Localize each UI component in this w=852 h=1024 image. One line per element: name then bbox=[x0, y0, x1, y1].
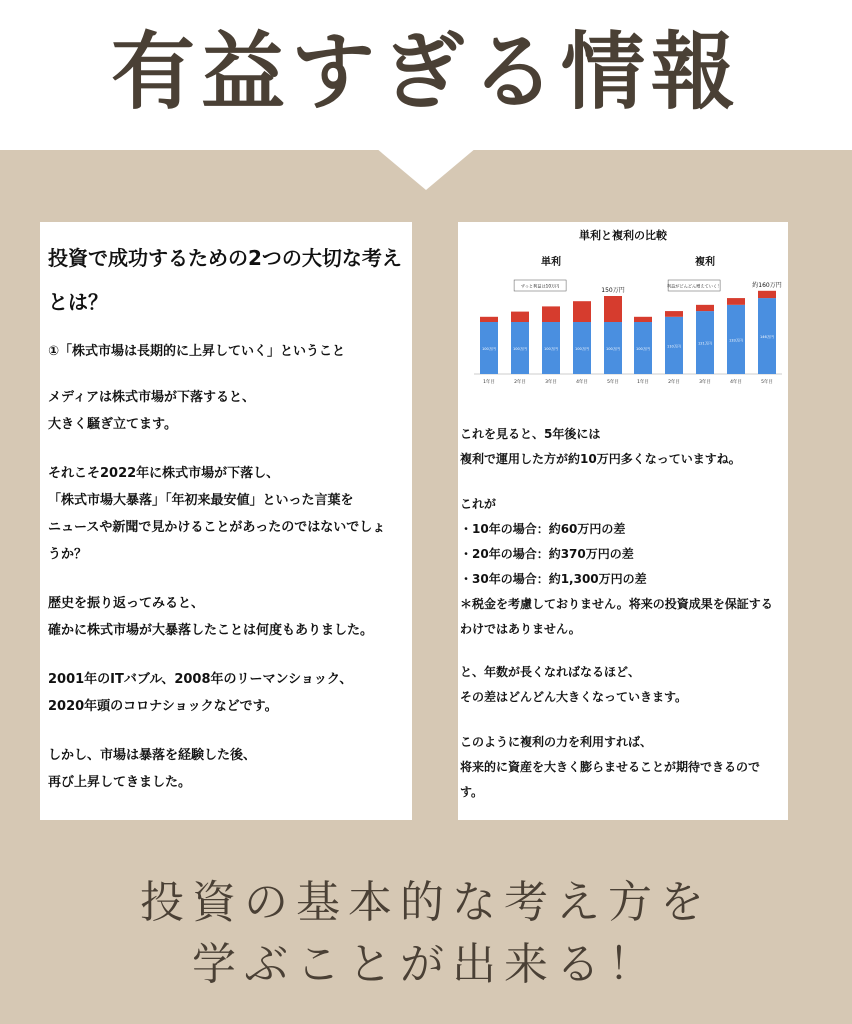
article-paragraph bbox=[48, 460, 404, 568]
article-paragraph bbox=[460, 422, 786, 472]
article-paragraph bbox=[48, 666, 404, 720]
footer-line: 投資の基本的な考え方を bbox=[140, 877, 712, 928]
paragraph-line: メディアは株式市場が下落すると、 bbox=[48, 390, 255, 405]
paragraph-line: と、年数が長くなればなるほど、 bbox=[460, 665, 641, 679]
paragraph-line: しかし、市場は暴落を経験した後、 bbox=[48, 748, 257, 763]
total-label: 約160万円 bbox=[752, 281, 782, 289]
bar-gain bbox=[665, 311, 683, 317]
comparison-chart bbox=[458, 222, 788, 392]
right-article-card bbox=[458, 222, 788, 820]
article-paragraph bbox=[48, 590, 404, 644]
article-heading bbox=[48, 236, 404, 324]
paragraph-line: ニュースや新聞で見かけることがあったのではないでしょ bbox=[48, 520, 386, 535]
bar-gain bbox=[573, 301, 591, 322]
bar-value-label: 110万円 bbox=[666, 344, 682, 349]
page-title: 有益すぎる情報 bbox=[110, 23, 741, 121]
bar-gain bbox=[511, 312, 529, 322]
paragraph-line: 将来的に資産を大きく膨らませることが期待できるので bbox=[460, 760, 761, 774]
callout-text: 利益がどんどん増えていく！ bbox=[666, 283, 722, 289]
header-banner bbox=[0, 0, 852, 150]
paragraph-line: このように複利の力を利用すれば、 bbox=[460, 735, 653, 749]
paragraph-line: 2001年のITバブル、2008年のリーマンショック、 bbox=[48, 672, 353, 687]
article-paragraph bbox=[460, 730, 786, 805]
x-tick-label: 4年目 bbox=[730, 380, 742, 385]
paragraph-line: 確かに株式市場が大暴落したことは何度もありました。 bbox=[48, 623, 374, 638]
paragraph-line: ＊税金を考慮しておりません。将来の投資成果を保証する bbox=[460, 597, 773, 611]
footer-caption bbox=[0, 872, 852, 996]
x-tick-label: 4年目 bbox=[576, 380, 588, 385]
bar-value-label: 100万円 bbox=[543, 347, 559, 351]
paragraph-line: うか？ bbox=[48, 547, 88, 562]
x-tick-label: 3年目 bbox=[699, 380, 711, 385]
article-heading-line: とは？ bbox=[48, 290, 108, 314]
paragraph-line: その差はどんどん大きくなっていきます。 bbox=[460, 690, 688, 704]
bar-value-label: 100万円 bbox=[574, 347, 590, 351]
paragraph-line: 「株式市場大暴落」「年初来最安値」といった言葉を bbox=[48, 493, 354, 508]
x-tick-label: 5年目 bbox=[607, 380, 619, 385]
paragraph-line: 複利で運用した方が約10万円多くなっていますね。 bbox=[460, 452, 741, 466]
bar-gain bbox=[542, 306, 560, 322]
right-article-text bbox=[460, 422, 786, 825]
x-tick-label: 3年目 bbox=[545, 380, 557, 385]
footer-line: 学ぶことが出来る！ bbox=[192, 939, 660, 990]
bar-value-label: 100万円 bbox=[512, 347, 528, 351]
bar-value-label: 100万円 bbox=[481, 347, 497, 351]
paragraph-line: 再び上昇してきました。 bbox=[48, 775, 192, 790]
bar-gain bbox=[758, 291, 776, 298]
bar-gain bbox=[696, 305, 714, 311]
bar-value-label: 100万円 bbox=[605, 347, 621, 351]
x-tick-label: 1年目 bbox=[483, 380, 495, 385]
chart-title: 単利と複利の比較 bbox=[579, 229, 667, 242]
bar-gain bbox=[727, 298, 745, 305]
article-paragraph bbox=[460, 492, 786, 642]
paragraph-line: わけではありません。 bbox=[460, 622, 581, 636]
bar-value-label: 100万円 bbox=[635, 347, 651, 351]
paragraph-line: ・30年の場合：約1,300万円の差 bbox=[460, 572, 647, 586]
header-pointer bbox=[376, 148, 476, 190]
paragraph-line: ・10年の場合：約60万円の差 bbox=[460, 522, 626, 536]
left-article-card bbox=[40, 222, 412, 820]
x-tick-label: 1年目 bbox=[637, 380, 649, 385]
article-subheading: ①「株式市場は長期的に上昇していく」ということ bbox=[48, 344, 346, 359]
x-tick-label: 2年目 bbox=[514, 380, 526, 385]
paragraph-line: これが bbox=[460, 497, 497, 511]
total-label: 150万円 bbox=[601, 287, 625, 294]
bar-value-label: 146万円 bbox=[759, 335, 775, 340]
paragraph-line: ・20年の場合：約370万円の差 bbox=[460, 547, 634, 561]
x-tick-label: 2年目 bbox=[668, 380, 680, 385]
paragraph-line: これを見ると、5年後には bbox=[460, 427, 601, 441]
bar-value-label: 121万円 bbox=[697, 341, 713, 346]
bar-value-label: 133万円 bbox=[728, 338, 744, 343]
article-paragraph bbox=[460, 660, 786, 710]
paragraph-line: それこそ2022年に株式市場が下落し、 bbox=[48, 466, 280, 481]
panel-title: 複利 bbox=[695, 257, 715, 268]
article-paragraph bbox=[48, 742, 404, 796]
bar-gain bbox=[604, 296, 622, 322]
article-heading-line: 投資で成功するための2つの大切な考え bbox=[48, 246, 402, 270]
callout-text: ずっと利益は10万円 bbox=[520, 283, 560, 289]
paragraph-line: す。 bbox=[460, 785, 484, 799]
bar-gain bbox=[480, 317, 498, 322]
panel-title: 単利 bbox=[541, 257, 561, 268]
paragraph-line: 2020年頭のコロナショックなどです。 bbox=[48, 699, 278, 714]
paragraph-line: 歴史を振り返ってみると、 bbox=[48, 596, 205, 611]
x-tick-label: 5年目 bbox=[761, 380, 773, 385]
article-paragraph bbox=[48, 384, 404, 438]
bar-gain bbox=[634, 317, 652, 322]
paragraph-line: 大きく騒ぎ立てます。 bbox=[48, 417, 177, 432]
